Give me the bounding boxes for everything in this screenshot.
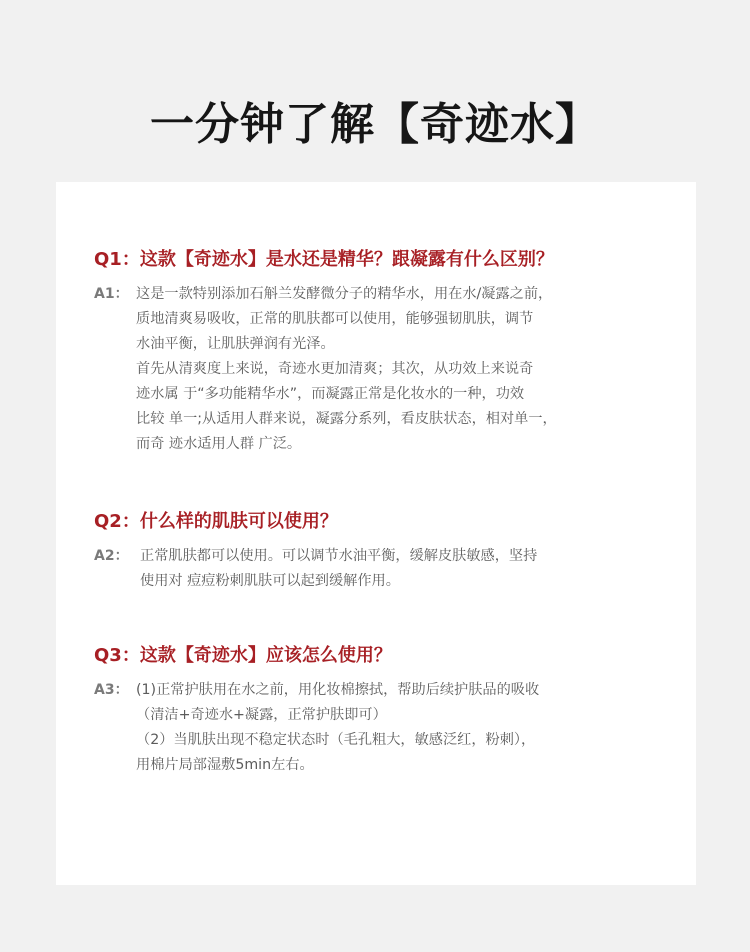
faq-item-2 — [94, 508, 684, 594]
answer-line: 比较 单一;从适用人群来说，凝露分系列，看皮肤状态，相对单一， — [136, 411, 557, 427]
answer-2 — [94, 544, 684, 594]
page-title: 一分钟了解【奇迹水】 — [150, 99, 600, 150]
answer-line: 这是一款特别添加石斛兰发酵微分子的精华水，用在水/凝露之前， — [136, 286, 553, 302]
answer-1 — [94, 282, 684, 457]
answer-label: A1： — [94, 286, 129, 302]
answer-label: A3： — [94, 682, 129, 698]
question-2: Q2：什么样的肌肤可以使用？ — [94, 511, 338, 532]
answer-line: （清洁+奇迹水+凝露，正常护肤即可） — [136, 707, 387, 723]
answer-text — [136, 544, 537, 594]
answer-line: 质地清爽易吸收，正常的肌肤都可以使用，能够强韧肌肤，调节 — [136, 311, 534, 327]
answer-line: （2）当肌肤出现不稳定状态时（毛孔粗大，敏感泛红，粉刺）， — [136, 732, 536, 748]
answer-line: 而奇 迹水适用人群 广泛。 — [136, 436, 302, 452]
answer-text — [136, 678, 539, 778]
answer-line: 使用对 痘痘粉刺肌肤可以起到缓解作用。 — [140, 573, 400, 589]
answer-text — [136, 282, 557, 457]
answer-line: 水油平衡，让肌肤弹润有光泽。 — [136, 336, 335, 352]
faq-item-1 — [94, 246, 684, 457]
answer-line: 正常肌肤都可以使用。可以调节水油平衡，缓解皮肤敏感，坚持 — [140, 548, 538, 564]
question-1: Q1：这款【奇迹水】是水还是精华？跟凝露有什么区别？ — [94, 249, 554, 270]
answer-line: 迹水属 于“多功能精华水”，而凝露正常是化妆水的一种，功效 — [136, 386, 525, 402]
answer-3 — [94, 678, 684, 778]
answer-line: 首先从清爽度上来说，奇迹水更加清爽；其次，从功效上来说奇 — [136, 361, 534, 377]
answer-label: A2： — [94, 548, 129, 564]
answer-line: 用棉片局部湿敷5min左右。 — [136, 757, 314, 773]
faq-item-3 — [94, 642, 684, 778]
question-3: Q3：这款【奇迹水】应该怎么使用？ — [94, 645, 392, 666]
faq-card — [56, 182, 696, 885]
answer-line: (1)正常护肤用在水之前，用化妆棉擦拭，帮助后续护肤品的吸收 — [136, 682, 540, 698]
